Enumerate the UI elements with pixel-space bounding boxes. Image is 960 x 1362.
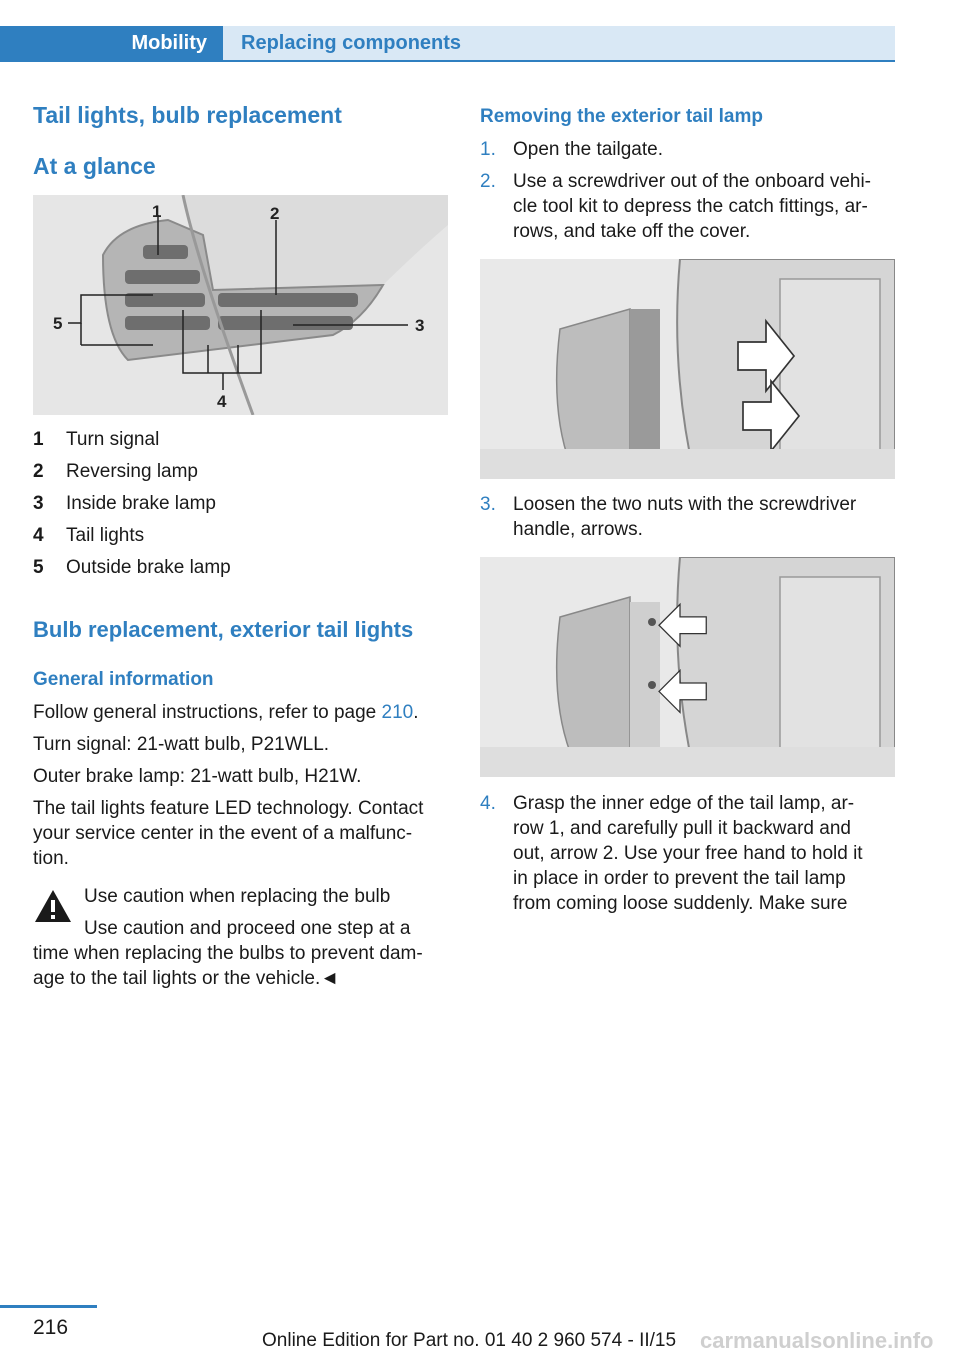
warning-triangle-icon: [33, 888, 73, 924]
tail-light-diagram: [33, 195, 448, 415]
page-link-210[interactable]: 210: [381, 702, 414, 723]
caution-text-line: time when replacing the bulbs to prevent dam-: [33, 943, 423, 964]
caution-text-line: age to the tail lights or the vehicle.◄: [33, 968, 340, 989]
nuts-loosen-diagram: [480, 557, 895, 777]
footer-rule: [0, 1305, 97, 1308]
callout-5: 5: [53, 314, 63, 333]
callout-3: 3: [415, 316, 425, 335]
caution-text-line: Use caution and proceed one step at a: [84, 918, 411, 939]
led-note-line: tion.: [33, 848, 69, 869]
step-2: 2. Use a screwdriver out of the onboard vehi- cle tool kit to depress the catch fittings, ar- rows, and take off the cover.: [480, 171, 872, 242]
cover-removal-image: [480, 259, 895, 479]
cover-removal-diagram: [480, 259, 895, 479]
callout-4: 4: [217, 392, 227, 411]
watermark: carmanualsonline.info: [700, 1328, 934, 1353]
outer-brake-spec: Outer brake lamp: 21-watt bulb, H21W.: [33, 766, 362, 787]
led-note-line: The tail lights feature LED technology. Contact: [33, 798, 424, 819]
edition-note: Online Edition for Part no. 01 40 2 960 574 - II/15: [262, 1330, 677, 1351]
tab-replacing-components[interactable]: Replacing components: [223, 26, 895, 62]
led-note-line: your service center in the event of a malfunc-: [33, 823, 413, 844]
page-header: [0, 26, 895, 62]
step-3: 3. Loosen the two nuts with the screwdriver handle, arrows.: [480, 494, 857, 540]
callout-2: 2: [270, 204, 280, 223]
caution-title: Use caution when replacing the bulb: [84, 886, 391, 907]
tail-light-overview-image: [33, 195, 448, 415]
heading-removing-tail-lamp: Removing the exterior tail lamp: [480, 106, 763, 127]
tab-mobility[interactable]: Mobility: [0, 26, 223, 62]
page-number: 216: [33, 1316, 69, 1339]
section-bulb-replacement: Bulb replacement, exterior tail lights: [33, 617, 414, 642]
heading-general-information: General information: [33, 669, 214, 690]
turn-signal-spec: Turn signal: 21-watt bulb, P21WLL.: [33, 734, 330, 755]
page-title: Tail lights, bulb replacement: [33, 102, 342, 128]
callout-1: 1: [152, 202, 162, 221]
step-4: 4. Grasp the inner edge of the tail lamp, ar- row 1, and carefully pull it backward and out, arrow 2. Use your free hand to hold it in place in order to prevent the tail lamp from coming loose suddenly. Make sure: [480, 793, 863, 914]
nuts-loosen-image: [480, 557, 895, 777]
header-rule: [0, 60, 895, 62]
section-at-a-glance: At a glance: [33, 153, 156, 179]
follow-instructions: Follow general instructions, refer to page 210.: [33, 702, 419, 723]
